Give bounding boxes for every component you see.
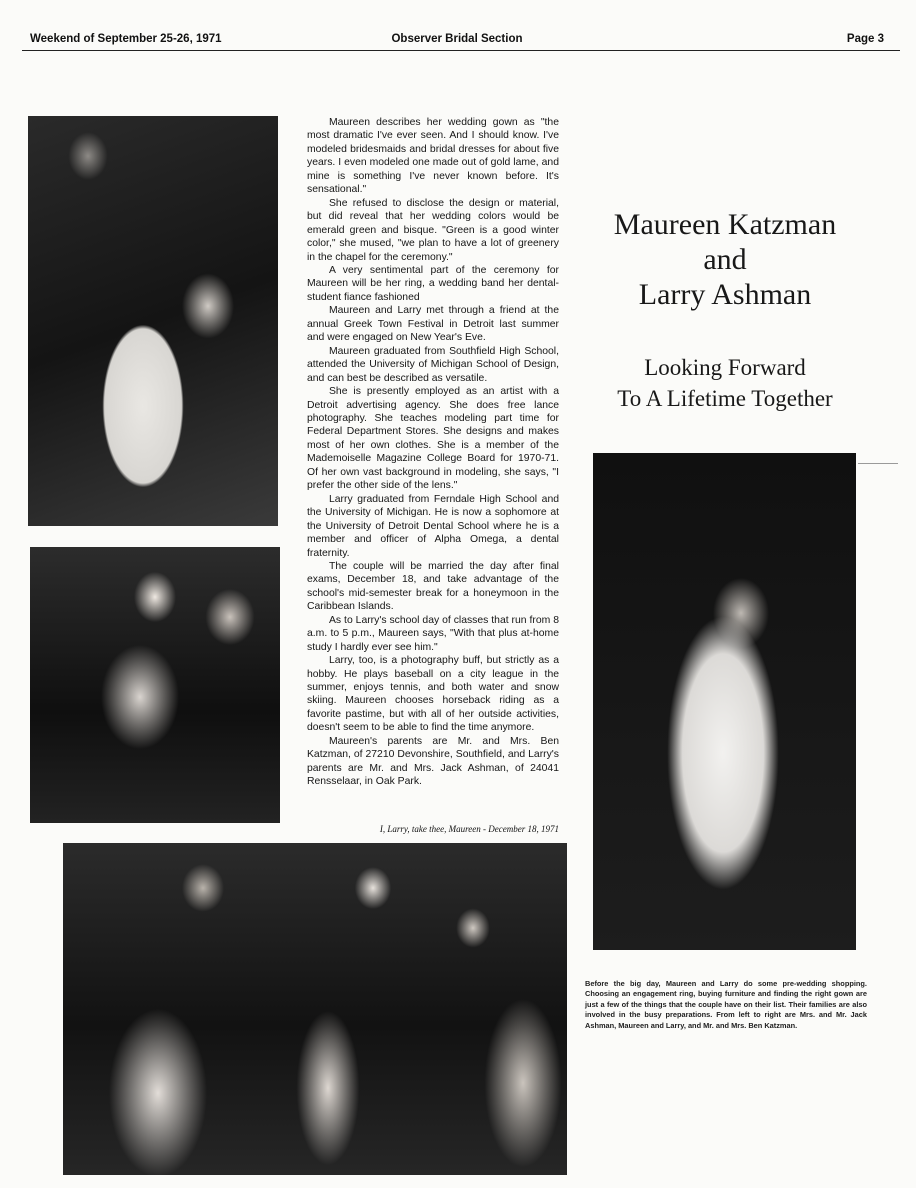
article-paragraph: Maureen and Larry met through a friend at the annual Greek Town Festival in Detroit last summer and were engaged on New Year's Eve. [307, 305, 559, 344]
article-paragraph: Larry graduated from Ferndale High School and the University of Michigan. He is now a sophomore at the University of Detroit Dental School where he is a member and officer of Alpha Omega, a dental fraternity. [307, 493, 559, 559]
header-rule [22, 50, 900, 51]
article-signature: I, Larry, take thee, Maureen - December 18, 1971 [379, 824, 559, 834]
article-paragraph: Larry, too, is a photography buff, but strictly as a hobby. He plays baseball on a city league in the summer, enjoys tennis, and both water and snow skiing. Maureen chooses horseback riding as a favorite pastime, but with all of her outside activities, doesn't seem to be able to find the time anymore. [307, 655, 559, 734]
article-paragraph: Maureen's parents are Mr. and Mrs. Ben Katzman, of 27210 Devonshire, Southfield, and Larry's parents are Mr. and Mrs. Jack Ashman, of 24041 Rensselaar, in Oak Park. [307, 735, 559, 788]
header-date: Weekend of September 25-26, 1971 [30, 33, 222, 45]
article-paragraph: Maureen graduated from Southfield High School, attended the University of Michigan School of Design, and can best be described as versatile. [307, 345, 559, 384]
headline [575, 207, 875, 312]
photo-caption: Before the big day, Maureen and Larry do some pre-wedding shopping. Choosing an engagement ring, buying furniture and finding the right gown are just a few of the things that the couple have on their list. Their families are also involved in the busy preparations. From left to right are Mrs. and Mr. Jack Ashman, Maureen and Larry, and Mr. and Mrs. Ben Katzman. [585, 979, 867, 1030]
article-paragraph: She is presently employed as an artist with a Detroit advertising agency. She does free lance photography. She teaches modeling part time for Federal Department Stores. She designs and makes most of her own clothes. She is a member of the Mademoiselle Magazine College Board for 1970-71. Of her own vast background in modeling, she says, "I prefer the other side of the lens." [307, 386, 559, 492]
article-paragraph: A very sentimental part of the ceremony for Maureen will be her ring, a wedding band her dental-student fiance fashioned [307, 264, 559, 303]
margin-mark [858, 463, 898, 464]
header-page-number: Page 3 [846, 33, 884, 45]
page-header [30, 33, 884, 49]
headline-line-1: Maureen Katzman [613, 208, 837, 241]
subheadline-line-2: To A Lifetime Together [617, 386, 833, 411]
article-paragraph: She refused to disclose the design or material, but did reveal that her wedding colors would be emerald green and bisque. "Green is a good winter color," she mused, "we plan to have a lot of greenery in the chapel for the ceremony." [307, 197, 559, 263]
subheadline-line-1: Looking Forward [644, 355, 806, 380]
headline-line-2: and [703, 243, 747, 276]
photo-bride-veil [593, 453, 856, 950]
article-body [307, 116, 559, 789]
header-section: Observer Bridal Section [391, 33, 523, 45]
photo-ring-shopping [30, 547, 280, 823]
headline-line-3: Larry Ashman [638, 278, 812, 311]
subheadline [575, 352, 875, 414]
article-paragraph: The couple will be married the day after final exams, December 18, and take advantage of the school's mid-semester break for a honeymoon in the Caribbean Islands. [307, 560, 559, 613]
article-paragraph: As to Larry's school day of classes that run from 8 a.m. to 5 p.m., Maureen says, "With that plus at-home study I hardly ever see him." [307, 614, 559, 653]
photo-families-group [63, 843, 567, 1175]
article-paragraph: Maureen describes her wedding gown as "the most dramatic I've ever seen. And I should know. I've modeled bridesmaids and bridal dresses for about five years. I even modeled one made out of gold lame, and mine is something I've never known before. It's sensational." [307, 117, 559, 196]
photo-couple-portrait [28, 116, 278, 526]
